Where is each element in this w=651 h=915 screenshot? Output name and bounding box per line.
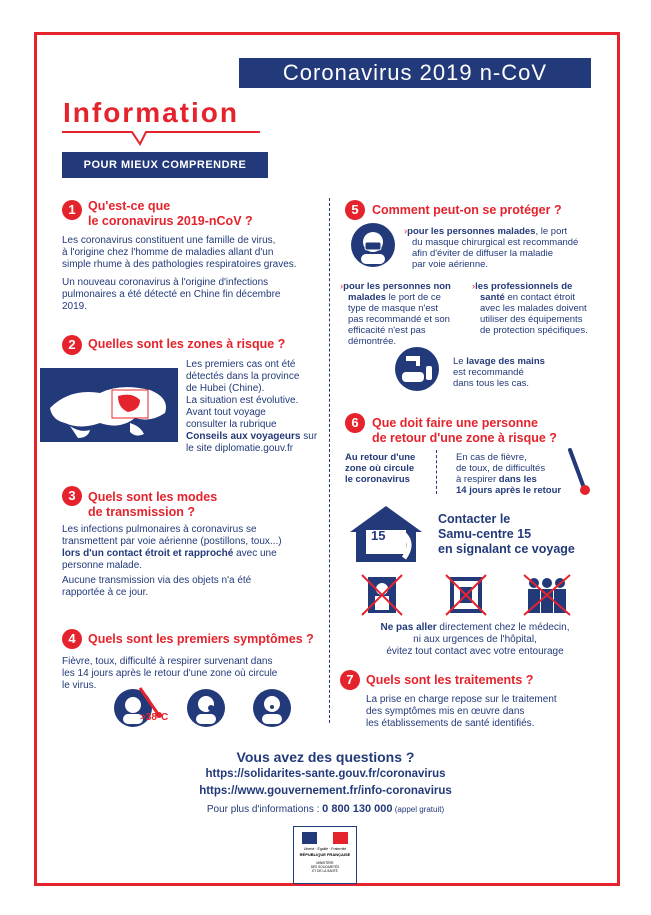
hand-washing-icon	[394, 346, 440, 392]
section-4-text: Fièvre, toux, difficulté à respirer survenant dans les 14 jours après le retour d'une zone où circule le virus.	[62, 656, 278, 691]
mask-icon	[350, 222, 396, 268]
section-6-call-text: Contacter le Samu-centre 15 en signalant ce voyage	[438, 512, 575, 556]
section-number-1: 1	[62, 200, 82, 220]
section-1-title: Qu'est-ce que le coronavirus 2019-nCoV ?	[88, 199, 253, 228]
section-3-title: Quels sont les modes de transmission ?	[88, 490, 218, 519]
section-number-3: 3	[62, 486, 82, 506]
fever-temperature: >38°C	[140, 712, 169, 723]
footer-link-sante[interactable]: https://solidarites-sante.gouv.fr/coronavirus	[205, 768, 446, 780]
section-7-text: La prise en charge repose sur le traitement des symptômes mis en œuvre dans les établissements de santé identifiés.	[366, 694, 557, 729]
column-divider	[329, 198, 330, 723]
world-map-icon	[40, 368, 178, 442]
no-doctor-icon	[360, 573, 404, 617]
section-5-handwash-text: Le lavage des mains est recommandé dans tous les cas.	[453, 356, 545, 389]
footer-link-gouvernement[interactable]: https://www.gouvernement.fr/info-coronavirus	[199, 785, 452, 797]
footer-contact: Pour plus d'informations : 0 800 130 000 (appel gratuit)	[206, 803, 445, 815]
page-title: Information	[63, 97, 239, 128]
samu-number: 15	[371, 528, 386, 543]
section-5-item-healthy: ›pour les personnes non malades le port de ce type de masque n'est pas recommandé et son efficacité n'est pas démontrée.	[340, 281, 451, 347]
section-number-4: 4	[62, 629, 82, 649]
section-5-title: Comment peut-on se protéger ?	[372, 203, 562, 217]
republique-logo: Liberté · Égalité · Fraternité RÉPUBLIQUE FRANÇAISE MINISTÈRE DES SOLIDARITÉS ET DE LA SANTÉ	[293, 826, 357, 884]
section-1-text: Les coronavirus constituent une famille de virus, à l'origine chez l'homme de maladies allant d'un simple rhume à des pathologies respiratoires graves. Un nouveau coronavirus à l'origine d'infections pulmonaires a été détecté en Chine fin décembre 2019.	[62, 235, 297, 312]
section-6-return-label: Au retour d'une zone où circule le coronavirus	[345, 452, 416, 485]
samu-phone-icon	[348, 504, 424, 564]
section-4-title: Quels sont les premiers symptômes ?	[88, 632, 314, 646]
subtitle-bar: POUR MIEUX COMPRENDRE	[62, 152, 268, 178]
section-number-5: 5	[345, 200, 365, 220]
thermometer-icon	[564, 446, 592, 498]
section-5-item-sick: ›pour les personnes malades, le port du masque chirurgical est recommandé afin d'éviter de diffuser la maladie par voie aérienne.	[404, 226, 579, 270]
footer-question: Vous avez des questions ?	[236, 749, 415, 765]
section-6-avoid-text: Ne pas aller directement chez le médecin, ni aux urgences de l'hôpital, évitez tout contact avec votre entourage	[380, 622, 570, 657]
section-number-6: 6	[345, 413, 365, 433]
section-number-7: 7	[340, 670, 360, 690]
section-2-text: Les premiers cas ont été détectés dans la province de Hubei (Chine). La situation est évolutive. Avant tout voyage consulter la rubrique Conseils aux voyageurs sur le site diplomatie.gouv.fr	[186, 359, 318, 454]
section-6-title: Que doit faire une personne de retour d'une zone à risque ?	[372, 416, 557, 445]
section-7-title: Quels sont les traitements ?	[366, 673, 534, 687]
breathing-difficulty-icon	[252, 688, 292, 728]
section-2-title: Quelles sont les zones à risque ?	[88, 337, 286, 351]
no-contact-icon	[522, 573, 572, 617]
section-6-divider	[436, 450, 437, 494]
section-5-item-professionals: ›les professionnels de santé en contact étroit avec les malades doivent utiliser des équipements de protection spécifiques.	[472, 281, 588, 336]
banner-title: Coronavirus 2019 n-CoV	[239, 58, 591, 88]
section-number-2: 2	[62, 335, 82, 355]
section-3-text: Les infections pulmonaires à coronavirus se transmettent par voie aérienne (postillons, toux...) lors d'un contact étroit et rapproché avec une personne malade. Aucune transmission via des objets n'a été rapportée à ce jour.	[62, 524, 282, 598]
speech-bubble-underline	[62, 130, 260, 146]
no-hospital-icon	[444, 573, 488, 617]
cough-icon	[186, 688, 226, 728]
section-6-symptoms-text: En cas de fièvre, de toux, de difficultés à respirer dans les 14 jours après le retour	[456, 452, 562, 496]
